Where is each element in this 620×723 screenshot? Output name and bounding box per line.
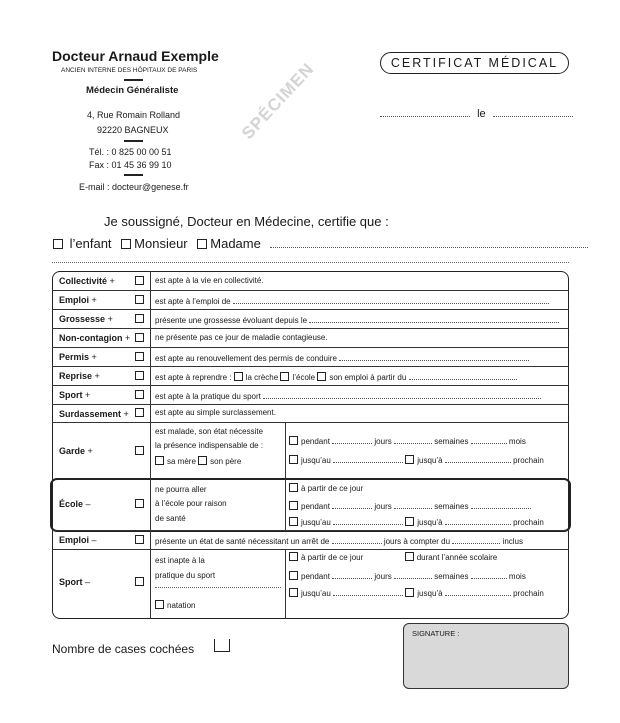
row-text-surclassement: est apte au simple surclassement. [155,408,276,417]
checkbox-annee-scolaire[interactable] [405,552,414,561]
row-text-emploi-moins: présente un état de santé nécessitant un arrêt de jours à compter du inclus [155,537,523,546]
address-line-1: 4, Rue Romain Rolland [87,110,181,120]
date-word: le [477,108,486,120]
garde-days-field[interactable] [332,435,372,444]
ecole-text-1: ne pourra aller [155,485,207,494]
row-label-ecole: École – [59,499,91,509]
sport-field[interactable] [263,390,541,399]
address-line-2: 92220 BAGNEUX [97,125,169,135]
checkbox-garde-jusquau[interactable] [289,455,298,464]
ecole-from-today: à partir de ce jour [289,483,363,493]
certify-statement: Je soussigné, Docteur en Médecine, certifie que : [104,214,389,229]
sport-type-field[interactable] [155,587,281,588]
row-label-emploi-moins: Emploi – [59,535,97,545]
reprise-date-field[interactable] [409,371,517,380]
row-checkbox-ecole[interactable] [135,499,144,508]
ecole-until-event-field[interactable] [445,516,511,525]
row-label-permis: Permis + [59,352,97,362]
row-label-sport-plus: Sport + [59,390,91,400]
place-field[interactable] [380,108,470,117]
row-label-garde: Garde + [59,446,93,456]
ecole-duration: pendant jours semaines [289,500,531,511]
checked-count-box[interactable] [214,639,230,652]
garde-months-field[interactable] [471,435,507,444]
sport-days-field[interactable] [332,570,372,579]
garde-until: jusqu’au jusqu’à prochain [289,454,544,465]
checkbox-ecole-reprise[interactable] [280,372,289,381]
garde-duration: pendant jours semaines mois [289,435,526,446]
checkbox-ecole-pendant[interactable] [289,501,298,510]
sport-weeks-field[interactable] [394,570,432,579]
permis-field[interactable] [339,352,529,361]
date-field[interactable] [493,108,573,117]
row-text-sport-plus: est apte à la pratique du sport [155,390,541,401]
ecole-text-2: à l’école pour raison [155,499,227,508]
garde-weeks-field[interactable] [394,435,432,444]
doctor-name: Docteur Arnaud Exemple [52,48,219,64]
person-name-line-2[interactable] [52,262,569,263]
row-label-reprise: Reprise + [59,371,100,381]
sport-until: jusqu’au jusqu’à prochain [289,587,544,598]
doctor-specialty: Médecin Généraliste [86,85,179,96]
ecole-text-3: de santé [155,514,186,523]
checkbox-sport-jusqua[interactable] [405,588,414,597]
person-options [53,236,588,251]
row-text-reprise: est apte à reprendre : la crèche l’école son emploi à partir du [155,371,517,382]
row-checkbox-reprise[interactable] [135,371,144,380]
garde-until-event-field[interactable] [445,454,511,463]
row-text-permis: est apte au renouvellement des permis de conduire [155,352,529,363]
sport-inapte-text-2: pratique du sport [155,571,216,580]
garde-parents: sa mère son père [155,456,241,466]
checkbox-sport-jusquau[interactable] [289,588,298,597]
grossesse-date-field[interactable] [309,314,559,323]
phone: Tél. : 0 825 00 00 51 [89,147,172,157]
ecole-weeks-field[interactable] [394,500,432,509]
ecole-days-field[interactable] [332,500,372,509]
sport-natation: natation [155,600,195,610]
checkbox-sport-pendant[interactable] [289,571,298,580]
row-checkbox-emploi-plus[interactable] [135,295,144,304]
date-line[interactable] [380,108,573,120]
row-checkbox-non-contagion[interactable] [135,333,144,342]
form-title [380,52,569,74]
row-text-grossesse: présente une grossesse évoluant depuis le [155,314,559,325]
row-text-emploi-plus: est apte à l’emploi de [155,295,549,306]
checkbox-creche[interactable] [234,372,243,381]
divider [124,174,143,176]
row-checkbox-garde[interactable] [135,446,144,455]
option-madame: Madame [210,236,261,251]
row-checkbox-emploi-moins[interactable] [135,535,144,544]
signature-box[interactable] [403,623,569,689]
row-label-collectivite: Collectivité + [59,276,115,286]
specimen-watermark: SPÉCIMEN [238,59,318,143]
sport-inapte-text-1: est inapte à la [155,556,205,565]
checkbox-ecole-a-partir[interactable] [289,483,298,492]
row-checkbox-grossesse[interactable] [135,314,144,323]
divider [124,140,143,142]
garde-until-date-field[interactable] [333,454,403,463]
row-checkbox-collectivite[interactable] [135,276,144,285]
checkbox-garde-jusqua[interactable] [405,455,414,464]
checkbox-mere[interactable] [155,456,164,465]
option-enfant: l’enfant [69,236,112,251]
ecole-until-date-field[interactable] [333,516,403,525]
ecole-until: jusqu’au jusqu’à prochain [289,516,544,527]
row-label-emploi-plus: Emploi + [59,295,97,305]
sport-months-field[interactable] [471,570,507,579]
divider [124,79,143,81]
checkbox-emploi-reprise[interactable] [317,372,326,381]
sport-until-event-field[interactable] [445,587,511,596]
checkbox-enfant[interactable] [53,239,63,249]
checkbox-pere[interactable] [198,456,207,465]
checkbox-ecole-jusqua[interactable] [405,517,414,526]
sport-from-today: à partir de ce jour durant l’année scolaire [289,552,497,562]
row-checkbox-sport-moins[interactable] [135,577,144,586]
row-label-surclassement: Surdassement + [59,409,129,419]
option-monsieur: Monsieur [134,236,188,251]
emploi-field[interactable] [233,295,549,304]
row-text-collectivite: est apte à la vie en collectivité. [155,276,264,285]
sport-duration: pendant jours semaines mois [289,570,526,581]
row-checkbox-permis[interactable] [135,352,144,361]
checkbox-madame[interactable] [197,239,207,249]
form-title-text: CERTIFICAT MÉDICAL [390,56,559,70]
checkbox-ecole-jusquau[interactable] [289,517,298,526]
garde-text-1: est malade, son état nécessite [155,427,264,436]
person-name-field[interactable] [270,239,588,248]
checkbox-garde-pendant[interactable] [289,436,298,445]
checkbox-natation[interactable] [155,600,164,609]
signature-label: SIGNATURE : [412,629,460,638]
ecole-months-field[interactable] [471,500,531,509]
arret-days-field[interactable] [332,535,382,544]
arret-date-field[interactable] [452,535,500,544]
sport-until-date-field[interactable] [333,587,403,596]
row-checkbox-surclassement[interactable] [135,408,144,417]
row-label-non-contagion: Non-contagion + [59,333,131,343]
doctor-title: ANCIEN INTERNE DES HÔPITAUX DE PARIS [61,67,198,74]
row-label-grossesse: Grossesse + [59,314,113,324]
row-text-non-contagion: ne présente pas ce jour de maladie contagieuse. [155,333,328,342]
garde-text-2: la présence indispensable de : [155,441,264,450]
email: E-mail : docteur@genese.fr [79,182,189,192]
checked-count-label: Nombre de cases cochées [52,642,195,656]
fax: Fax : 01 45 36 99 10 [89,160,172,170]
checkbox-monsieur[interactable] [121,239,131,249]
row-checkbox-sport-plus[interactable] [135,390,144,399]
row-label-sport-moins: Sport – [59,577,91,587]
checkbox-sport-a-partir[interactable] [289,552,298,561]
